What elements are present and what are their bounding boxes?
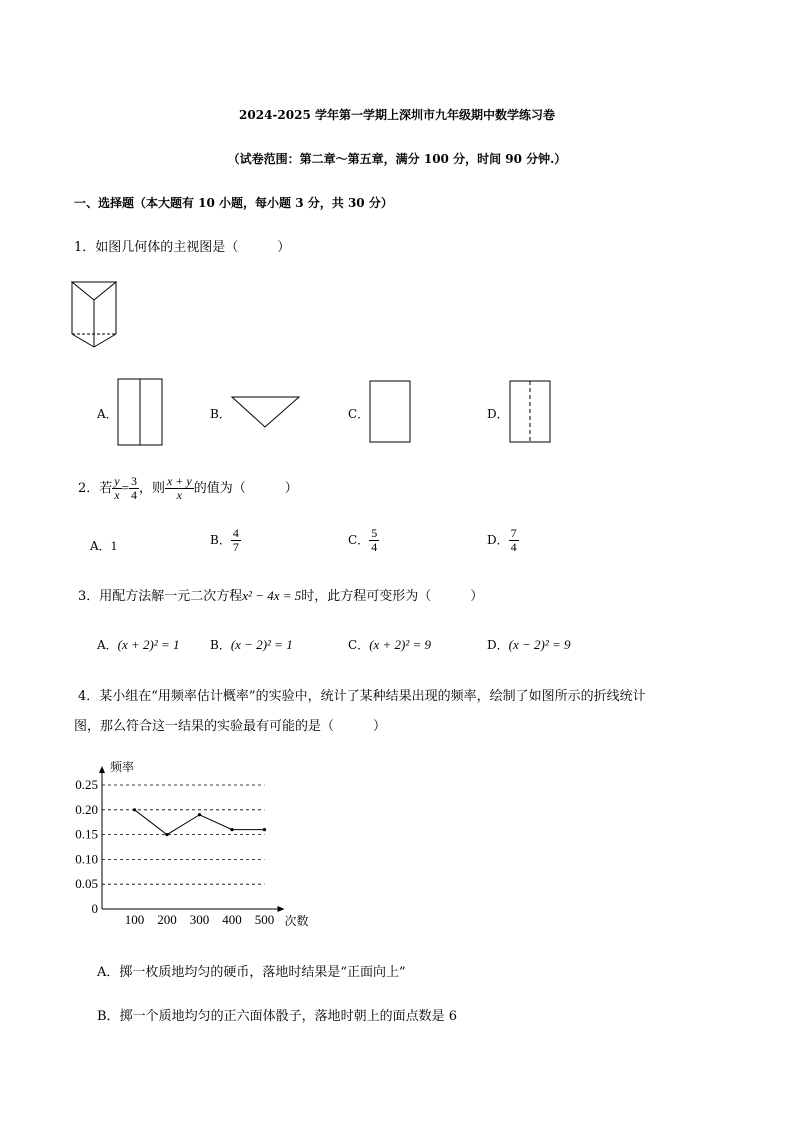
y-axis-arrow	[99, 766, 105, 773]
q2-prefix: 2．若	[78, 481, 113, 496]
q3-stem: 3．用配方法解一元二次方程x² − 4x = 5时，此方程可变形为（ ）	[78, 588, 484, 604]
q2-option-a[interactable]: A．1	[90, 538, 118, 553]
q3-option-d[interactable]: D．(x − 2)² = 9	[487, 637, 571, 652]
x-axis-title: 次数	[284, 914, 309, 928]
q1-stem: 1．如图几何体的主视图是（ ）	[74, 240, 291, 255]
q2-option-d[interactable]: D． $\frac{7}{4}$	[487, 526, 517, 554]
q2-option-c[interactable]: C． $\frac{5}{4}$	[348, 526, 378, 554]
x-tick-label: 200	[157, 912, 177, 927]
q2-fraction-3-over-4: $\frac{3}{4}$	[130, 474, 137, 502]
exam-subtitle: （试卷范围：第二章～第五章，满分 100 分，时间 90 分钟.）	[227, 152, 567, 166]
x-tick-label: 500	[254, 912, 275, 927]
data-point	[165, 833, 168, 836]
q2-option-b[interactable]: B． $\frac{4}{7}$	[210, 526, 239, 554]
q1-option-b-label[interactable]: B．	[210, 407, 231, 421]
y-tick-label: 0	[91, 901, 98, 916]
y-tick-label: 0.10	[75, 851, 98, 867]
y-tick-label: 0.15	[75, 826, 98, 842]
q3-equation: x² − 4x = 5	[242, 588, 302, 603]
q4-option-a[interactable]: A．掷一枚质地均匀的硬币，落地时结果是“正面向上”	[97, 965, 406, 980]
q2-suffix: 的值为（ ）	[193, 481, 298, 496]
x-tick-label: 400	[222, 912, 242, 927]
y-tick-label: 0.25	[75, 777, 98, 792]
q4-stem-line1: 4．某小组在“用频率估计概率”的实验中，统计了某种结果出现的频率，绘制了如图所示的折线统计	[78, 689, 646, 704]
q2-fraction-xy-over-x: $\frac{x + y}{x}$	[166, 474, 192, 502]
q2-equals: =	[121, 480, 129, 495]
q1-option-c-label[interactable]: C．	[348, 407, 370, 421]
y-tick-label: 0.05	[75, 876, 98, 892]
y-axis-title: 频率	[110, 760, 135, 774]
section-heading: 一、选择题（本大题有 10 小题，每小题 3 分，共 30 分）	[74, 196, 393, 210]
q2-fraction-y-over-x: $\frac{y}{x}$	[114, 474, 120, 502]
q4-option-b[interactable]: B．掷一个质地均匀的正六面体骰子，落地时朝上的面点数是 6	[97, 1009, 457, 1024]
data-point	[230, 828, 233, 831]
q3-option-b[interactable]: B．(x − 2)² = 1	[210, 637, 293, 652]
x-tick-label: 300	[189, 912, 210, 927]
y-tick-label: 0.20	[75, 801, 98, 817]
q2-mid: ，则	[138, 481, 165, 496]
data-point	[263, 828, 266, 831]
q4-stem-line2: 图，那么符合这一结果的实验最有可能的是（ ）	[74, 719, 387, 734]
data-point	[198, 813, 201, 816]
q1-option-d-label[interactable]: D．	[487, 407, 509, 421]
x-axis-arrow	[278, 906, 285, 912]
q3-option-a[interactable]: A．(x + 2)² = 1	[97, 637, 180, 652]
data-point	[133, 808, 136, 811]
q3-option-c[interactable]: C．(x + 2)² = 9	[348, 637, 432, 652]
exam-title: 2024-2025 学年第一学期上深圳市九年级期中数学练习卷	[239, 108, 555, 122]
q1-option-a-label[interactable]: A．	[97, 407, 118, 421]
x-tick-label: 100	[124, 912, 145, 927]
